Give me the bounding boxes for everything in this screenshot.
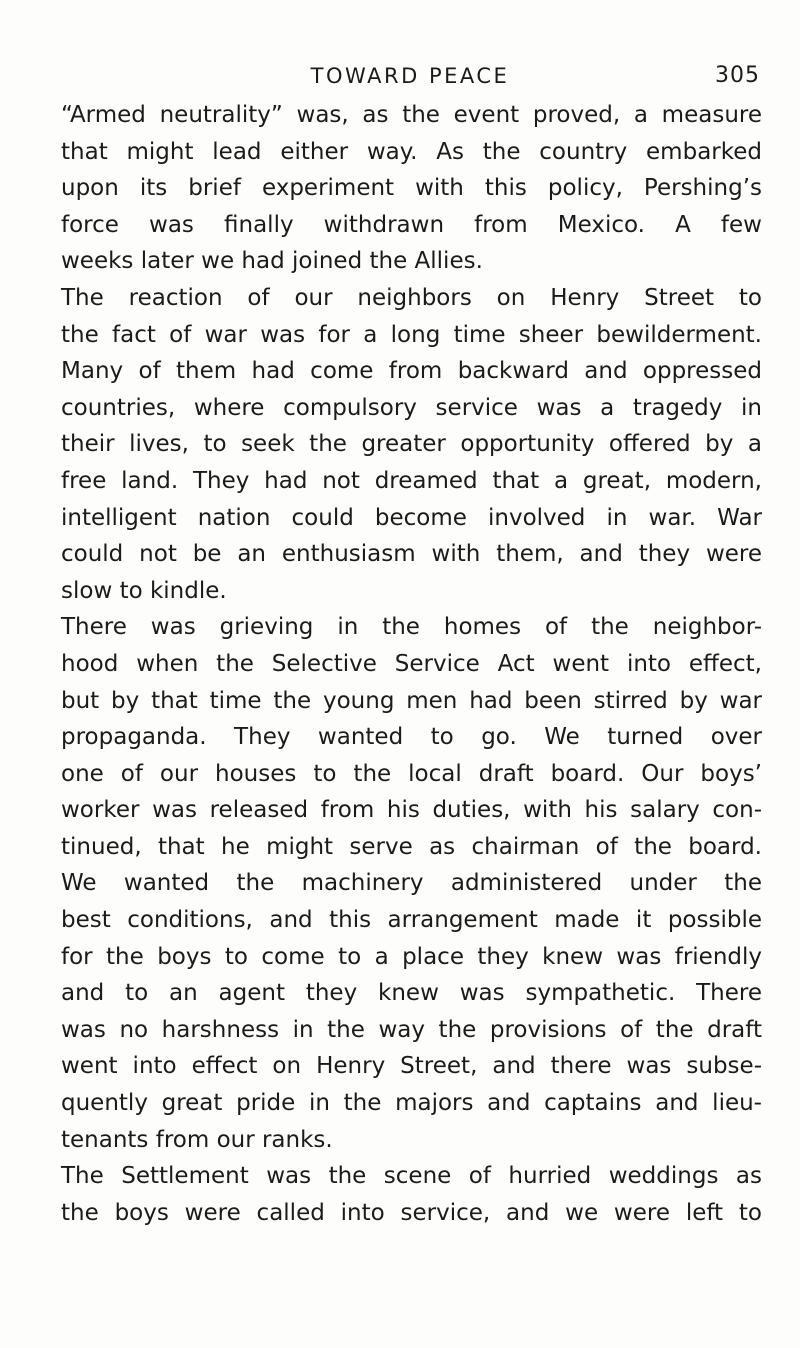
body-text (61, 97, 762, 1231)
text-line: countries, where compulsory service was a tragedy in (61, 394, 762, 421)
text-line: weeks later we had joined the Allies. (61, 248, 483, 275)
text-line: the fact of war was for a long time sheer bewilderment. (61, 321, 762, 348)
page-number: 305 (715, 63, 760, 88)
text-line: upon its brief experiment with this policy, Pershing’s (61, 175, 762, 202)
text-line: for the boys to come to a place they knew was friendly (61, 943, 762, 970)
text-line: one of our houses to the local draft board. Our boys’ (61, 760, 762, 787)
text-line: hood when the Selective Service Act went into effect, (61, 650, 762, 677)
text-line: There was grieving in the homes of the neighbor- (61, 614, 762, 641)
running-title: TOWARD PEACE (310, 64, 510, 88)
text-line: the boys were called into service, and we were left to (61, 1199, 762, 1226)
text-line: tinued, that he might serve as chairman of the board. (61, 833, 762, 860)
text-line: that might lead either way. As the country embarked (61, 138, 762, 165)
text-line: worker was released from his duties, with his salary con- (61, 797, 762, 824)
text-line: The reaction of our neighbors on Henry Street to (61, 284, 762, 311)
text-line: free land. They had not dreamed that a great, modern, (61, 467, 762, 494)
text-line: tenants from our ranks. (61, 1126, 333, 1153)
text-line: propaganda. They wanted to go. We turned over (61, 724, 762, 751)
running-head (56, 58, 764, 94)
text-line: “Armed neutrality” was, as the event proved, a measure (61, 102, 762, 128)
text-line: could not be an enthusiasm with them, and they were (61, 541, 762, 568)
text-line: their lives, to seek the greater opportunity offered by a (61, 431, 762, 458)
text-line: best conditions, and this arrangement made it possible (61, 907, 762, 934)
text-line: went into effect on Henry Street, and there was subse- (61, 1053, 762, 1080)
text-line: Many of them had come from backward and oppressed (61, 358, 762, 385)
text-line: We wanted the machinery administered under the (61, 870, 762, 897)
text-line: intelligent nation could become involved in war. War (61, 504, 762, 531)
text-line: was no harshness in the way the provisions of the draft (61, 1016, 762, 1043)
text-line: The Settlement was the scene of hurried weddings as (61, 1163, 762, 1190)
text-line: force was finally withdrawn from Mexico. A few (61, 211, 762, 238)
text-line: and to an agent they knew was sympathetic. There (61, 980, 762, 1007)
text-line: but by that time the young men had been stirred by war (61, 687, 762, 714)
text-line: quently great pride in the majors and captains and lieu- (61, 1090, 762, 1117)
text-line: slow to kindle. (61, 577, 227, 604)
